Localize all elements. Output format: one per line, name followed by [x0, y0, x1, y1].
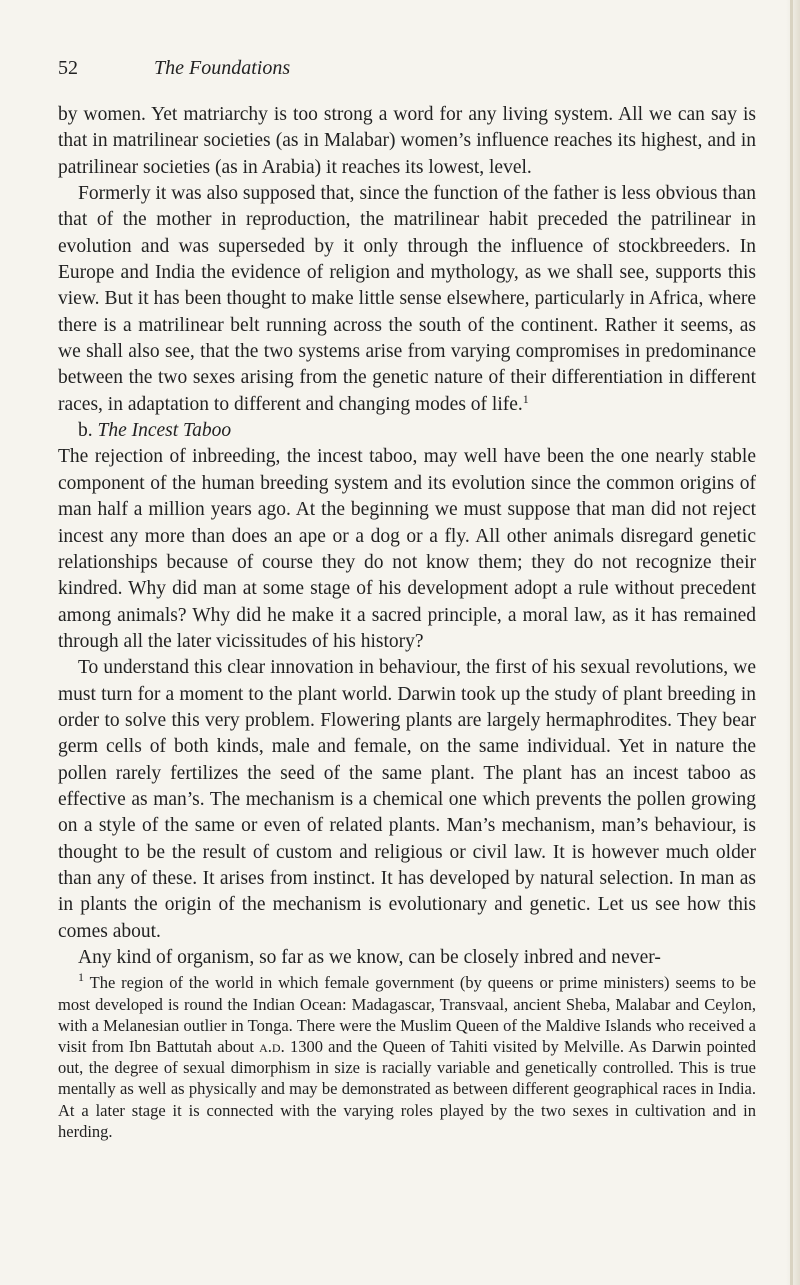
paragraph-4: To understand this clear innovation in behaviour, the first of his sexual revolutions, we must turn for a moment to the plant world. Darwin took up the study of plant breeding in order to solve this very problem. Flowering plants are largely hermaphrodites. They bear germ cells of both kinds, male and female, on the same individual. Yet in nature the pollen rarely fertilizes the seed of the same plant. The plant has an incest taboo as effective as man’s. The mechanism is a chemical one which prevents the pollen growing on a style of the same or even of related plants. Man’s mechanism, man’s behaviour, is thought to be the result of custom and religious or civil law. It is however much older than any of these. It arises from instinct. It has developed by natural selection. In man as in plants the origin of the mechanism is evolutionary and genetic. Let us see how this comes about.	[58, 657, 756, 942]
paragraph-3: The rejection of inbreeding, the incest taboo, may well have been the one nearly stable component of the human breeding system and its evolution since the common origins of man half a million years ago. At the beginning we must suppose that man did not reject incest any more than does an ape or a dog or a fly. All other animals disregard genetic relationships because of course they do not know them; they do not recognize their kindred. Why did man at some stage of his development adopt a rule without precedent among animals? Why did he make it a sacred principle, a moral law, as it has remained through all the later vicissitudes of his history?	[58, 446, 756, 652]
page-edge-line	[790, 0, 793, 1285]
page-number: 52	[58, 57, 78, 79]
paragraph-2	[58, 181, 756, 418]
footnote-text-before: The region of the world in which female government (by queens or prime ministers) seems to be most developed is round the Indian Ocean: Madagascar, Transvaal, ancient Sheba, Malabar and Ceylon, with a Melanesian outlier in Tonga. There were the Muslim Queen of the Maldive Islands who received a visit from Ibn Battutah about	[58, 973, 757, 1056]
paragraph-5: Any kind of organism, so far as we know, can be closely inbred and never-	[78, 947, 661, 968]
page-edge-shadow	[786, 0, 800, 1285]
footnote-text-after: 1300 and the Queen of Tahiti visited by Melville. As Darwin pointed out, the degree of sexual dimorphism in size is racially variable and genetically controlled. This is true mentally as well as physically and may be demonstrated as between different geographical races in India. At a later stage it is connected with the varying roles played by the two sexes in cultivation and in herding.	[58, 1036, 756, 1141]
section-label: b.	[78, 420, 93, 442]
footnote-reference[interactable]: 1	[522, 391, 529, 406]
running-title: The Foundations	[154, 57, 291, 79]
page-header	[58, 56, 758, 80]
section-title: The Incest Taboo	[97, 420, 232, 442]
paragraph-1: by women. Yet matriarchy is too strong a word for any living system. All we can say is that in matrilinear societies (as in Malabar) women’s influence reaches its highest, and in patrilinear societies (as in Arabia) it reaches its lowest, level.	[58, 104, 756, 178]
footnote-era: a.d.	[259, 1036, 285, 1056]
paragraph-2-text: Formerly it was also supposed that, since the function of the father is less obvious than that of the mother in reproduction, the matrilinear habit preceded the patrilinear in evolution and was superseded by it only through the influence of stockbreeders. In Europe and India the evidence of religion and mythology, as we shall see, supports this view. But it has been thought to make little sense elsewhere, particularly in Africa, where there is a matrilinear belt running across the south of the continent. Rather it seems, as we shall also see, that the two systems arise from varying compromises in predominance between the two sexes arising from the genetic nature of their differentiation in different races, in adaptation to different and changing modes of life.	[58, 183, 756, 415]
body-text	[58, 102, 756, 1142]
section-heading	[58, 418, 756, 444]
footnote-marker: 1	[78, 970, 84, 985]
footnote	[58, 972, 756, 1142]
